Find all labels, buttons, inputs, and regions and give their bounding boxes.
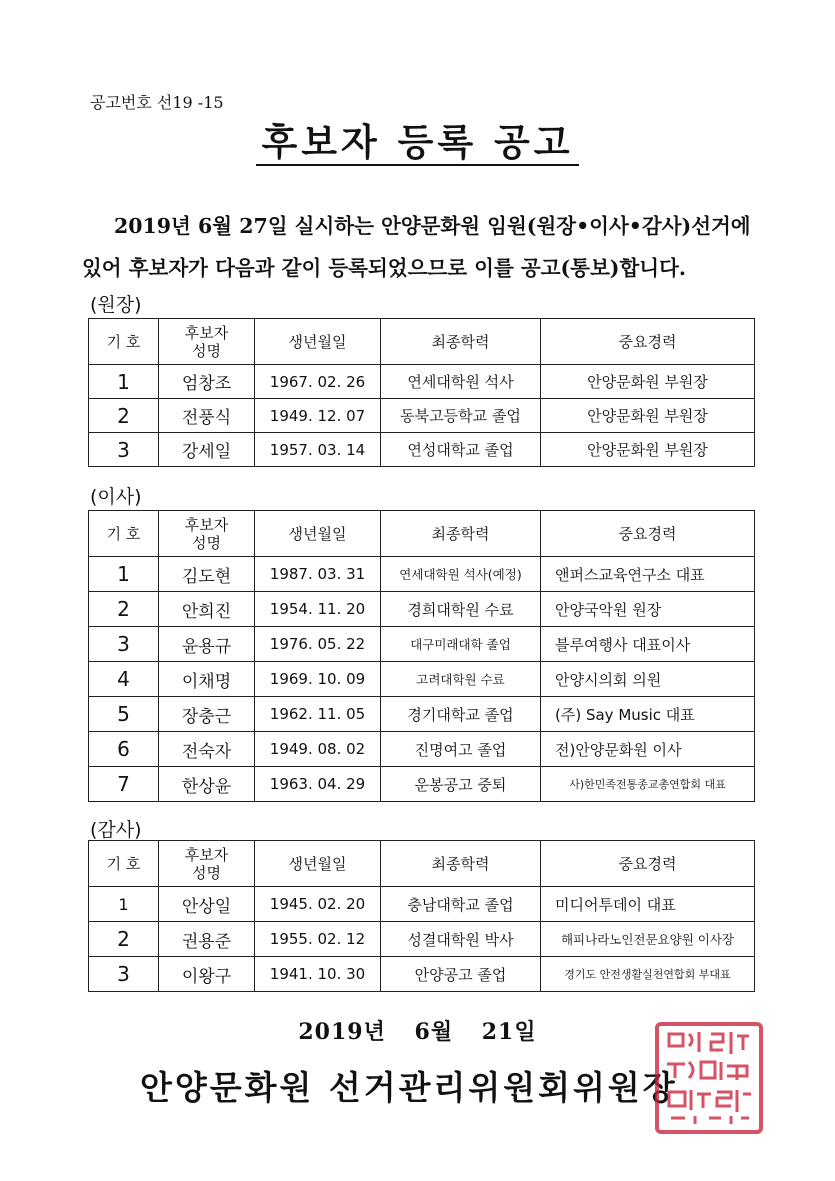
cell-career: 안양시의회 의원 [541,662,755,697]
header-name: 후보자 성명 [159,841,255,887]
board-table [88,510,755,802]
cell-no: 1 [89,365,159,399]
cell-birth: 1987. 03. 31 [255,557,381,592]
cell-birth: 1949. 08. 02 [255,732,381,767]
intro-line-2: 있어 후보자가 다음과 같이 등록되었으므로 이를 공고(통보)합니다. [82,256,687,280]
cell-edu: 경기대학교 졸업 [381,697,541,732]
cell-no: 1 [89,557,159,592]
page-title [0,112,835,166]
cell-career: 안양문화원 부원장 [541,399,755,433]
cell-birth: 1957. 03. 14 [255,433,381,467]
cell-career: 전)안양문화원 이사 [541,732,755,767]
director-table [88,318,755,467]
cell-name: 김도현 [159,557,255,592]
cell-no: 2 [89,399,159,433]
cell-name: 이채명 [159,662,255,697]
cell-no: 3 [89,627,159,662]
cell-edu: 연세대학원 석사 [381,365,541,399]
header-birth: 생년월일 [255,841,381,887]
cell-name: 전풍식 [159,399,255,433]
cell-name: 안희진 [159,592,255,627]
header-name: 후보자 성명 [159,511,255,557]
section-label-director: (원장) [90,294,142,316]
cell-birth: 1945. 02. 20 [255,887,381,922]
cell-career: 앤퍼스교육연구소 대표 [541,557,755,592]
header-edu: 최종학력 [381,841,541,887]
date-year: 2019년 [298,1019,386,1045]
table-row [89,627,755,662]
cell-career: (주) Say Music 대표 [541,697,755,732]
cell-career: 경기도 안전생활실천연합회 부대표 [541,957,755,992]
cell-career: 블루여행사 대표이사 [541,627,755,662]
cell-no: 2 [89,922,159,957]
table-header-row [89,511,755,557]
header-birth: 생년월일 [255,319,381,365]
cell-birth: 1954. 11. 20 [255,592,381,627]
cell-birth: 1976. 05. 22 [255,627,381,662]
cell-no: 1 [89,887,159,922]
cell-career: 안양국악원 원장 [541,592,755,627]
header-no: 기 호 [89,319,159,365]
cell-name: 장충근 [159,697,255,732]
cell-edu: 동북고등학교 졸업 [381,399,541,433]
cell-birth: 1967. 02. 26 [255,365,381,399]
table-row [89,732,755,767]
table-header-row [89,841,755,887]
section-label-board: (이사) [90,486,142,508]
table-row [89,767,755,802]
header-edu: 최종학력 [381,511,541,557]
cell-edu: 충남대학교 졸업 [381,887,541,922]
cell-career: 안양문화원 부원장 [541,365,755,399]
header-edu: 최종학력 [381,319,541,365]
cell-name: 윤용규 [159,627,255,662]
issuer-name: 안양문화원 선거관리위원회위원장 [140,1068,678,1107]
table-row [89,697,755,732]
table-row [89,592,755,627]
header-career: 중요경력 [541,841,755,887]
cell-no: 3 [89,957,159,992]
cell-birth: 1969. 10. 09 [255,662,381,697]
header-career: 중요경력 [541,319,755,365]
table-row [89,557,755,592]
cell-name: 강세일 [159,433,255,467]
cell-career: 안양문화원 부원장 [541,433,755,467]
cell-edu: 안양공고 졸업 [381,957,541,992]
title-text: 후보자 등록 공고 [256,120,580,166]
cell-name: 안상일 [159,887,255,922]
cell-birth: 1949. 12. 07 [255,399,381,433]
cell-edu: 대구미래대학 졸업 [381,627,541,662]
cell-birth: 1941. 10. 30 [255,957,381,992]
header-career: 중요경력 [541,511,755,557]
header-name: 후보자 성명 [159,319,255,365]
cell-career: 해피나라노인전문요양원 이사장 [541,922,755,957]
cell-birth: 1955. 02. 12 [255,922,381,957]
table-row [89,662,755,697]
table-row [89,433,755,467]
cell-no: 7 [89,767,159,802]
cell-no: 2 [89,592,159,627]
cell-name: 전숙자 [159,732,255,767]
cell-name: 이왕구 [159,957,255,992]
cell-edu: 진명여고 졸업 [381,732,541,767]
cell-edu: 연세대학원 석사(예정) [381,557,541,592]
table-row [89,957,755,992]
notice-number: 공고번호 선19 -15 [90,93,224,112]
table-row [89,887,755,922]
header-birth: 생년월일 [255,511,381,557]
cell-edu: 경희대학원 수료 [381,592,541,627]
section-label-auditor: (감사) [90,819,142,841]
cell-name: 한상윤 [159,767,255,802]
cell-no: 3 [89,433,159,467]
cell-name: 엄창조 [159,365,255,399]
auditor-table [88,840,755,992]
table-row [89,399,755,433]
table-header-row [89,319,755,365]
cell-edu: 운봉공고 중퇴 [381,767,541,802]
intro-paragraph [82,205,772,289]
cell-career: 사)한민족전통종교총연합회 대표 [541,767,755,802]
cell-no: 4 [89,662,159,697]
cell-edu: 고려대학원 수료 [381,662,541,697]
cell-career: 미디어투데이 대표 [541,887,755,922]
intro-line-1: 2019년 6월 27일 실시하는 안양문화원 임원(원장•이사•감사)선거에 [114,214,751,238]
date-month: 6월 [414,1019,454,1045]
cell-no: 6 [89,732,159,767]
header-no: 기 호 [89,511,159,557]
date-day: 21일 [481,1019,537,1045]
table-row [89,922,755,957]
cell-birth: 1962. 11. 05 [255,697,381,732]
cell-name: 권용준 [159,922,255,957]
cell-edu: 연성대학교 졸업 [381,433,541,467]
cell-no: 5 [89,697,159,732]
header-no: 기 호 [89,841,159,887]
seal-pattern [659,1026,759,1130]
cell-edu: 성결대학원 박사 [381,922,541,957]
table-row [89,365,755,399]
official-seal-stamp [655,1022,763,1134]
cell-birth: 1963. 04. 29 [255,767,381,802]
